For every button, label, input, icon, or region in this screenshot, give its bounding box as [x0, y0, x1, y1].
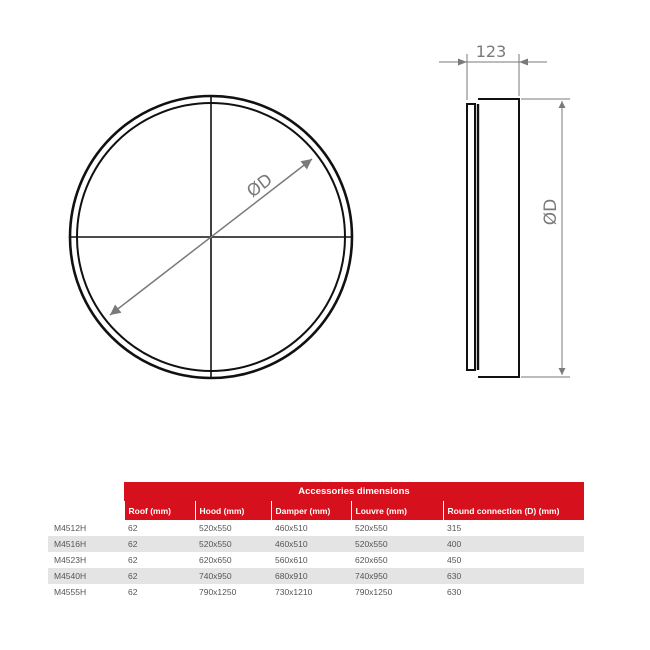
- cell-louvre: 520x550: [351, 520, 443, 536]
- table-row: [48, 520, 584, 536]
- header-model: [48, 501, 124, 520]
- cell-round-connection: 450: [443, 552, 584, 568]
- cell-hood: 520x550: [195, 536, 271, 552]
- table-row: [48, 536, 584, 552]
- cell-damper: 730x1210: [271, 584, 351, 600]
- cell-round-connection: 630: [443, 568, 584, 584]
- header-roof: Roof (mm): [124, 501, 195, 520]
- cell-round-connection: 630: [443, 584, 584, 600]
- cell-damper: 460x510: [271, 520, 351, 536]
- header-hood: Hood (mm): [195, 501, 271, 520]
- width-arrow-left: [458, 59, 467, 66]
- cell-hood: 520x550: [195, 520, 271, 536]
- cell-roof: 62: [124, 568, 195, 584]
- front-view: [69, 95, 353, 379]
- table-caption: Accessories dimensions: [124, 482, 584, 501]
- cell-damper: 680x910: [271, 568, 351, 584]
- table-row: [48, 552, 584, 568]
- cell-hood: 740x950: [195, 568, 271, 584]
- table-row: [48, 568, 584, 584]
- accessories-table: [48, 501, 584, 600]
- cell-louvre: 620x650: [351, 552, 443, 568]
- cell-louvre: 790x1250: [351, 584, 443, 600]
- cell-damper: 460x510: [271, 536, 351, 552]
- cell-louvre: 740x950: [351, 568, 443, 584]
- accessories-table-section: [48, 482, 584, 600]
- cell-hood: 790x1250: [195, 584, 271, 600]
- collar-plate: [467, 104, 475, 370]
- side-view: [439, 42, 570, 377]
- width-label: 123: [475, 42, 507, 61]
- width-arrow-right: [519, 59, 528, 66]
- cell-model: M4523H: [48, 552, 124, 568]
- side-diameter-label: ØD: [541, 198, 561, 226]
- cell-round-connection: 315: [443, 520, 584, 536]
- cell-round-connection: 400: [443, 536, 584, 552]
- cell-roof: 62: [124, 584, 195, 600]
- table-row: [48, 584, 584, 600]
- front-diameter-label: ØD: [243, 170, 277, 202]
- cell-model: M4555H: [48, 584, 124, 600]
- table-header-row: [48, 501, 584, 520]
- cell-model: M4516H: [48, 536, 124, 552]
- cell-damper: 560x610: [271, 552, 351, 568]
- cell-model: M4540H: [48, 568, 124, 584]
- cell-model: M4512H: [48, 520, 124, 536]
- header-damper: Damper (mm): [271, 501, 351, 520]
- cell-roof: 62: [124, 552, 195, 568]
- cell-louvre: 520x550: [351, 536, 443, 552]
- header-round-connection: Round connection (D) (mm): [443, 501, 584, 520]
- spigot-body: [478, 99, 519, 377]
- cell-roof: 62: [124, 520, 195, 536]
- cell-hood: 620x650: [195, 552, 271, 568]
- cell-roof: 62: [124, 536, 195, 552]
- header-louvre: Louvre (mm): [351, 501, 443, 520]
